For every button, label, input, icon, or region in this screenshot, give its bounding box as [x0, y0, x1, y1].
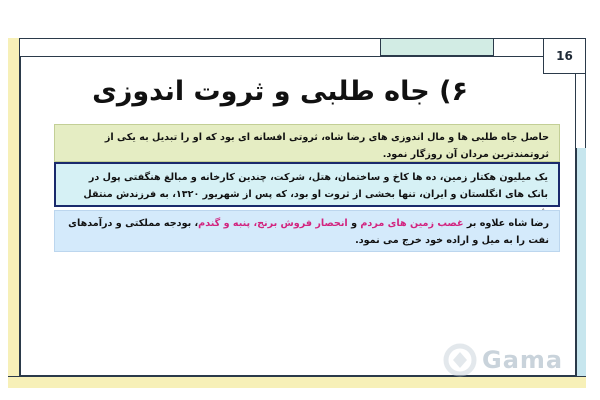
top-accent-band	[380, 38, 494, 56]
watermark-text: Gama	[482, 346, 564, 374]
left-band	[8, 38, 20, 388]
box3-part2: و	[347, 218, 361, 229]
page-number: 16	[543, 38, 586, 74]
box3-part3: ، بودجه مملکتی و درآمدهای نفت را به میل و اراده خود خرج می نمود.	[68, 218, 549, 246]
text-box-2: یک میلیون هکتار زمین، ده ها کاخ و ساختمان، هتل، شرکت، چندین کارخانه و مبالغ هنگفتی پول در بانک های انگلستان و ایران، تنها بخشی از ثروت او بود، که پس از شهریور ۱۳۲۰، به فرزندش منتقل	[54, 162, 560, 207]
box3-highlight-2: انحصار فروش برنج، پنبه و گندم	[198, 218, 348, 229]
text-box-1: حاصل جاه طلبی ها و مال اندوزی های رضا شاه، ثروتی افسانه ای بود که او را تبدیل به یکی از ثروتمندترین مردان آن روزگار نمود.	[54, 124, 560, 162]
box3-part1: رضا شاه علاوه بر	[463, 218, 549, 229]
slide-title: ۶) جاه طلبی و ثروت اندوزی	[92, 76, 468, 107]
box3-highlight-1: غصب زمین های مردم	[360, 218, 464, 229]
text-box-3	[54, 210, 560, 252]
